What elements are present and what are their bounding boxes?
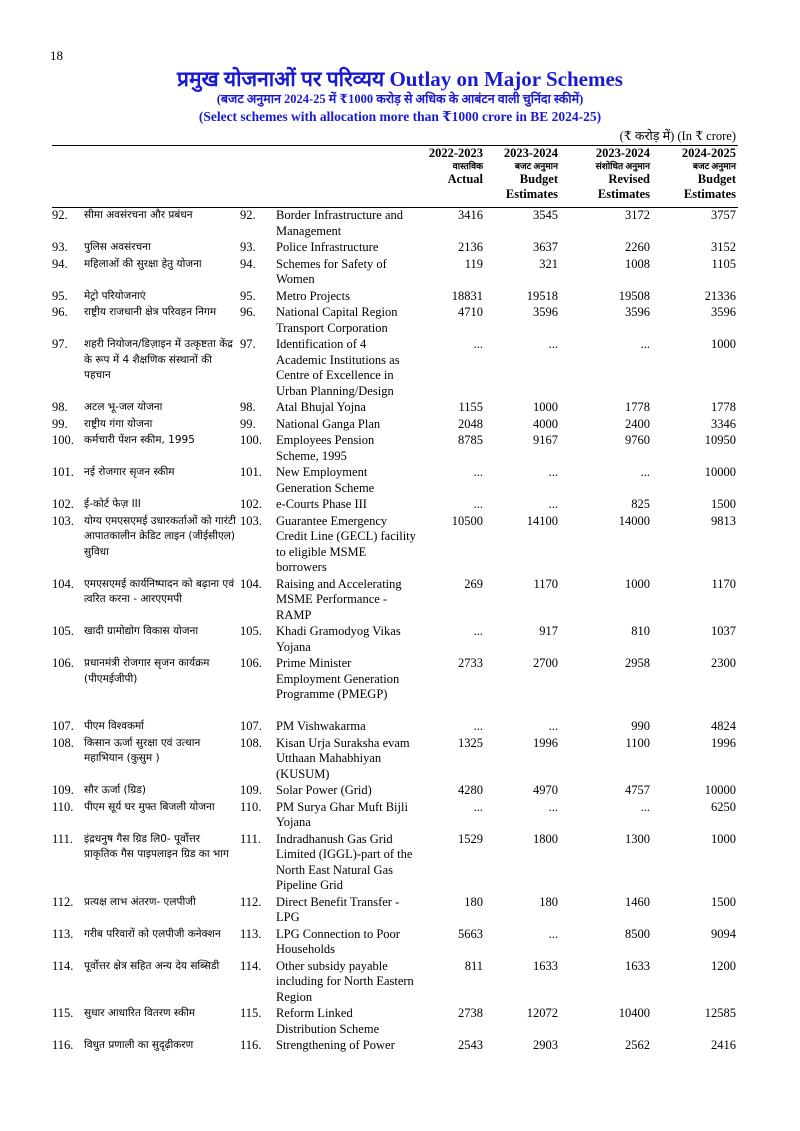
table-row <box>0 305 800 337</box>
value-be-2024-25: 3596 <box>711 305 736 319</box>
column-year: 2023-2024 <box>595 146 650 160</box>
row-number-hindi: 115. <box>52 1006 74 1020</box>
value-be-2023-24: 19518 <box>526 288 558 303</box>
value-be-2024-25: 1170 <box>711 576 736 591</box>
table-row <box>0 433 800 465</box>
value-re-2023-24: ... <box>640 337 650 351</box>
column-header-re-2023 <box>580 146 650 202</box>
scheme-name-hindi: प्रत्यक्ष लाभ अंतरण- एलपीजी <box>84 895 196 908</box>
table-row <box>0 736 800 784</box>
value-be-2024-25: 1500 <box>711 894 736 909</box>
row-number-english: 109. <box>240 783 262 797</box>
value-be-2023-24: 3637 <box>533 240 558 254</box>
scheme-name-hindi: नई रोजगार सृजन स्कीम <box>84 466 175 478</box>
row-number-hindi: 100. <box>52 433 74 447</box>
table-row <box>0 1038 800 1055</box>
subtitle-hindi: (बजट अनुमान 2024-25 में ₹1000 करोड़ से अधिक के आबंटन वाली चुनिंदा स्कीमें) <box>216 92 584 106</box>
scheme-name-english: National Ganga Plan <box>276 416 381 431</box>
value-be-2024-25: 10000 <box>704 465 736 479</box>
value-actual-2022-23: 2738 <box>458 1006 483 1020</box>
table-row <box>0 832 800 895</box>
value-be-2024-25: 2300 <box>711 656 736 670</box>
scheme-name-english: PM Vishwakarma <box>276 719 366 733</box>
value-actual-2022-23: 3416 <box>458 208 483 222</box>
table-row <box>0 719 800 736</box>
row-number-hindi: 110. <box>52 799 74 814</box>
row-number-english: 111. <box>240 831 261 846</box>
scheme-name-hindi: मेट्रो परियोजनाएं <box>84 289 146 302</box>
value-re-2023-24: 1008 <box>625 256 650 271</box>
row-number-english: 96. <box>240 305 256 319</box>
row-number-hindi: 97. <box>52 337 68 351</box>
table-row <box>0 783 800 800</box>
table-row <box>0 895 800 927</box>
value-actual-2022-23: ... <box>473 799 483 814</box>
row-number-english: 106. <box>240 656 262 670</box>
scheme-name-english: Atal Bhujal Yojna <box>276 400 366 414</box>
scheme-name-hindi: पीएम विश्वकर्मा <box>84 720 145 732</box>
value-actual-2022-23: 4280 <box>458 783 483 797</box>
row-number-hindi: 111. <box>52 831 73 846</box>
scheme-name-english: Employees Pension Scheme, 1995 <box>276 433 375 463</box>
scheme-name-hindi: विधुत प्रणाली का सुदृढ़ीकरण <box>84 1039 194 1051</box>
row-number-hindi: 103. <box>52 513 74 528</box>
column-hindi-label: वास्तविक <box>452 161 483 171</box>
scheme-name-english: LPG Connection to Poor Households <box>276 926 400 956</box>
subtitle-english: (Select schemes with allocation more than ₹1000 crore in BE 2024-25) <box>198 109 602 124</box>
value-be-2024-25: 3152 <box>711 240 736 254</box>
value-actual-2022-23: 811 <box>464 958 483 973</box>
scheme-name-hindi: एमएसएमई कार्यनिष्पादन को बढ़ाना एवं त्वरित करना - आरएएमपी <box>84 577 235 605</box>
scheme-name-english: Reform Linked Distribution Scheme <box>276 1006 380 1036</box>
value-be-2023-24: ... <box>548 337 558 351</box>
value-re-2023-24: 1460 <box>625 894 650 909</box>
table-row <box>0 417 800 434</box>
column-year: 2022-2023 <box>428 146 483 160</box>
row-number-hindi: 96. <box>52 305 68 319</box>
row-number-hindi: 114. <box>52 958 74 973</box>
value-re-2023-24: 2958 <box>625 656 650 670</box>
value-actual-2022-23: 2048 <box>458 416 483 431</box>
row-number-english: 112. <box>240 894 262 909</box>
scheme-name-hindi: सीमा अवसंरचना और प्रबंधन <box>84 209 193 221</box>
row-number-hindi: 105. <box>52 624 74 638</box>
scheme-name-hindi: ई-कोर्ट फेज़ III <box>84 498 141 510</box>
value-actual-2022-23: 1325 <box>458 735 483 750</box>
row-number-english: 101. <box>240 465 262 479</box>
row-number-english: 115. <box>240 1006 262 1020</box>
column-header-be-2024 <box>666 146 736 202</box>
value-be-2023-24: ... <box>548 719 558 733</box>
value-be-2024-25: 2416 <box>711 1038 736 1052</box>
row-number-hindi: 109. <box>52 783 74 797</box>
scheme-name-hindi: प्रधानमंत्री रोजगार सृजन कार्यक्रम (पीएमईजीपी) <box>84 657 210 685</box>
table-row <box>0 514 800 577</box>
table-row <box>0 959 800 1007</box>
row-number-english: 99. <box>240 416 256 431</box>
value-be-2024-25: 4824 <box>711 719 736 733</box>
scheme-name-hindi: सौर ऊर्जा (ग्रिड) <box>84 784 146 796</box>
value-be-2024-25: 1200 <box>711 958 736 973</box>
value-be-2024-25: 6250 <box>711 799 736 814</box>
scheme-name-english: Schemes for Safety of Women <box>276 256 387 286</box>
scheme-name-english: Strengthening of Power <box>276 1038 395 1052</box>
value-re-2023-24: ... <box>640 799 650 814</box>
value-actual-2022-23: ... <box>473 337 483 351</box>
row-number-english: 95. <box>240 288 256 303</box>
value-be-2023-24: 321 <box>539 256 558 271</box>
scheme-name-hindi: पूर्वोत्तर क्षेत्र सहित अन्य देय सब्सिडी <box>84 959 220 972</box>
value-re-2023-24: 14000 <box>618 513 650 528</box>
column-label: Budget Estimates <box>683 172 736 201</box>
value-actual-2022-23: 5663 <box>458 926 483 941</box>
value-be-2023-24: 917 <box>539 624 558 638</box>
value-actual-2022-23: ... <box>473 719 483 733</box>
scheme-name-hindi: शहरी नियोजन/डिज़ाइन में उत्कृष्टता केंद्र के रूप में 4 शैक्षणिक संस्थानों की पहचान <box>84 338 233 381</box>
row-number-english: 97. <box>240 337 256 351</box>
scheme-name-hindi: कर्मचारी पेंशन स्कीम, 1995 <box>84 434 195 446</box>
value-re-2023-24: 10400 <box>618 1006 650 1020</box>
value-actual-2022-23: 2733 <box>458 656 483 670</box>
value-re-2023-24: 1000 <box>625 576 650 591</box>
value-be-2024-25: 3757 <box>711 208 736 222</box>
value-re-2023-24: 9760 <box>625 433 650 447</box>
row-number-hindi: 95. <box>52 288 68 303</box>
row-number-hindi: 112. <box>52 894 74 909</box>
value-be-2023-24: ... <box>548 497 558 511</box>
table-row <box>0 465 800 497</box>
value-be-2023-24: 180 <box>539 894 558 909</box>
value-be-2024-25: 1105 <box>711 256 736 271</box>
scheme-name-english: Identification of 4 Academic Institutions as Centre of Excellence in Urban Planning/Design <box>276 337 400 398</box>
row-number-hindi: 93. <box>52 240 68 254</box>
value-re-2023-24: 2260 <box>625 240 650 254</box>
column-label: Actual <box>447 172 483 186</box>
value-actual-2022-23: ... <box>473 465 483 479</box>
scheme-name-english: Police Infrastructure <box>276 240 379 254</box>
value-re-2023-24: 8500 <box>625 926 650 941</box>
row-number-english: 100. <box>240 433 262 447</box>
value-re-2023-24: 810 <box>631 624 650 638</box>
row-number-hindi: 101. <box>52 465 74 479</box>
value-re-2023-24: 1778 <box>625 400 650 414</box>
row-number-hindi: 99. <box>52 416 68 431</box>
value-be-2023-24: 2700 <box>533 656 558 670</box>
row-number-english: 108. <box>240 735 262 750</box>
value-be-2024-25: 9094 <box>711 926 736 941</box>
value-actual-2022-23: 269 <box>464 576 483 591</box>
value-re-2023-24: 1633 <box>625 958 650 973</box>
table-row <box>0 289 800 306</box>
scheme-name-english: Khadi Gramodyog Vikas Yojana <box>276 624 401 654</box>
row-number-hindi: 108. <box>52 735 74 750</box>
scheme-name-hindi: योग्य एमएसएमई उधारकर्ताओं को गारंटी आपातकालीन क्रेडिट लाइन (जीईसीएल) सुविधा <box>84 514 236 558</box>
value-be-2023-24: ... <box>548 465 558 479</box>
value-re-2023-24: 4757 <box>625 783 650 797</box>
value-be-2024-25: 1000 <box>711 831 736 846</box>
value-be-2023-24: ... <box>548 799 558 814</box>
value-be-2024-25: 9813 <box>711 513 736 528</box>
row-number-english: 104. <box>240 576 262 591</box>
row-number-hindi: 106. <box>52 656 74 670</box>
page-title <box>0 68 800 91</box>
column-header-be-2023 <box>488 146 558 202</box>
scheme-name-hindi: सुधार आधारित वितरण स्कीम <box>84 1007 196 1019</box>
scheme-name-hindi: इंद्रधनुष गैस ग्रिड लि0- पूर्वोत्तर प्राकृतिक गैस पाइपलाइन ग्रिड का भाग <box>84 832 229 860</box>
scheme-name-english: Direct Benefit Transfer - LPG <box>276 894 400 924</box>
page-number: 18 <box>50 48 63 63</box>
row-number-english: 92. <box>240 208 256 222</box>
value-be-2023-24: 12072 <box>526 1006 558 1020</box>
value-be-2023-24: 1800 <box>533 831 558 846</box>
value-actual-2022-23: 2543 <box>458 1038 483 1052</box>
scheme-name-hindi: पीएम सूर्य घर मुफ्त बिजली योजना <box>84 800 215 813</box>
value-re-2023-24: 990 <box>631 719 650 733</box>
value-actual-2022-23: 1155 <box>458 400 483 414</box>
value-re-2023-24: 3172 <box>625 208 650 222</box>
scheme-name-english: Solar Power (Grid) <box>276 783 372 797</box>
scheme-name-hindi: किसान ऊर्जा सुरक्षा एवं उत्थान महाभियान (कुसुम ) <box>84 736 201 764</box>
row-number-english: 114. <box>240 958 262 973</box>
row-number-hindi: 107. <box>52 719 74 733</box>
value-be-2023-24: 3545 <box>533 208 558 222</box>
value-actual-2022-23: 18831 <box>451 288 483 303</box>
value-be-2023-24: 1000 <box>533 400 558 414</box>
value-actual-2022-23: ... <box>473 624 483 638</box>
table-row <box>0 400 800 417</box>
scheme-name-hindi: पुलिस अवसंरचना <box>84 241 151 253</box>
table-row <box>0 800 800 832</box>
value-re-2023-24: 3596 <box>625 305 650 319</box>
value-actual-2022-23: 4710 <box>458 305 483 319</box>
scheme-name-english: Guarantee Emergency Credit Line (GECL) facility to eligible MSME borrowers <box>276 513 416 574</box>
row-number-hindi: 116. <box>52 1038 74 1052</box>
scheme-name-hindi: महिलाओं की सुरक्षा हेतु योजना <box>84 257 202 270</box>
scheme-name-english: PM Surya Ghar Muft Bijli Yojana <box>276 799 408 829</box>
value-be-2023-24: 4970 <box>533 783 558 797</box>
value-be-2023-24: 9167 <box>533 433 558 447</box>
value-be-2023-24: 1633 <box>533 958 558 973</box>
table-row <box>0 624 800 656</box>
column-hindi-label: बजट अनुमान <box>514 161 558 171</box>
table-row <box>0 1006 800 1038</box>
value-actual-2022-23: 180 <box>464 894 483 909</box>
row-number-english: 98. <box>240 400 256 414</box>
value-re-2023-24: 1300 <box>625 831 650 846</box>
value-be-2024-25: 10000 <box>704 783 736 797</box>
column-year: 2024-2025 <box>681 146 736 160</box>
value-re-2023-24: 19508 <box>618 288 650 303</box>
row-number-hindi: 104. <box>52 576 74 591</box>
row-number-english: 94. <box>240 256 256 271</box>
unit-note: (₹ करोड़ में) (In ₹ crore) <box>619 129 736 143</box>
table-row <box>0 337 800 400</box>
value-be-2023-24: 2903 <box>533 1038 558 1052</box>
scheme-name-english: e-Courts Phase III <box>276 497 367 511</box>
column-header-actual <box>423 146 483 187</box>
row-number-english: 93. <box>240 240 256 254</box>
value-be-2023-24: 4000 <box>533 416 558 431</box>
value-actual-2022-23: 2136 <box>458 240 483 254</box>
row-number-english: 110. <box>240 799 262 814</box>
table-row <box>0 927 800 959</box>
title-english: Outlay on Major Schemes <box>389 67 623 91</box>
table-row <box>0 240 800 257</box>
table-row <box>0 208 800 240</box>
value-be-2024-25: 1500 <box>711 497 736 511</box>
row-number-english: 107. <box>240 719 262 733</box>
scheme-name-english: Indradhanush Gas Grid Limited (IGGL)-part of the North East Natural Gas Pipeline Grid <box>276 831 413 892</box>
table-row <box>0 497 800 514</box>
value-re-2023-24: ... <box>640 465 650 479</box>
scheme-name-english: Kisan Urja Suraksha evam Utthaan Mahabhiyan (KUSUM) <box>276 735 410 781</box>
row-number-hindi: 92. <box>52 208 68 222</box>
value-actual-2022-23: 10500 <box>451 513 483 528</box>
value-be-2023-24: 1170 <box>533 576 558 591</box>
value-be-2024-25: 3346 <box>711 416 736 431</box>
scheme-name-english: National Capital Region Transport Corporation <box>276 305 398 335</box>
schemes-table <box>0 208 800 1055</box>
scheme-name-hindi: गरीब परिवारों को एलपीजी कनेक्शन <box>84 927 221 940</box>
table-row <box>0 257 800 289</box>
row-number-hindi: 98. <box>52 400 68 414</box>
value-actual-2022-23: 8785 <box>458 433 483 447</box>
value-re-2023-24: 825 <box>631 497 650 511</box>
value-be-2023-24: 1996 <box>533 735 558 750</box>
value-actual-2022-23: 1529 <box>458 831 483 846</box>
title-hindi: प्रमुख योजनाओं पर परिव्यय <box>177 67 385 91</box>
column-label: Revised Estimates <box>597 172 650 201</box>
column-hindi-label: बजट अनुमान <box>692 161 736 171</box>
value-be-2024-25: 10950 <box>704 433 736 447</box>
value-actual-2022-23: 119 <box>464 256 483 271</box>
row-number-english: 102. <box>240 497 262 511</box>
value-be-2024-25: 1037 <box>711 624 736 638</box>
scheme-name-english: Border Infrastructure and Management <box>276 208 404 238</box>
column-year: 2023-2024 <box>503 146 558 160</box>
value-be-2024-25: 1996 <box>711 735 736 750</box>
value-be-2023-24: 3596 <box>533 305 558 319</box>
scheme-name-hindi: राष्ट्रीय राजधानी क्षेत्र परिवहन निगम <box>84 306 217 318</box>
value-re-2023-24: 1100 <box>625 735 650 750</box>
value-be-2024-25: 12585 <box>704 1006 736 1020</box>
column-hindi-label: संशोधित अनुमान <box>595 161 650 171</box>
row-number-hindi: 113. <box>52 926 74 941</box>
value-be-2024-25: 1000 <box>711 337 736 351</box>
scheme-name-english: Other subsidy payable including for North Eastern Region <box>276 958 414 1004</box>
row-number-english: 105. <box>240 624 262 638</box>
value-re-2023-24: 2562 <box>625 1038 650 1052</box>
row-number-english: 103. <box>240 513 262 528</box>
row-number-english: 113. <box>240 926 262 941</box>
table-row <box>0 577 800 625</box>
row-number-english: 116. <box>240 1038 262 1052</box>
scheme-name-hindi: खादी ग्रामोद्योग विकास योजना <box>84 625 199 637</box>
value-actual-2022-23: ... <box>473 497 483 511</box>
table-row <box>0 656 800 719</box>
scheme-name-english: Metro Projects <box>276 288 350 303</box>
scheme-name-hindi: राष्ट्रीय गंगा योजना <box>84 417 153 430</box>
title-block <box>0 68 800 125</box>
value-re-2023-24: 2400 <box>625 416 650 431</box>
column-label: Budget Estimates <box>505 172 558 201</box>
scheme-name-english: New Employment Generation Scheme <box>276 465 375 495</box>
row-number-hindi: 94. <box>52 256 68 271</box>
scheme-name-english: Raising and Accelerating MSME Performance - RAMP <box>276 576 402 622</box>
value-be-2023-24: ... <box>548 926 558 941</box>
value-be-2024-25: 21336 <box>704 288 736 303</box>
value-be-2024-25: 1778 <box>711 400 736 414</box>
scheme-name-hindi: अटल भू-जल योजना <box>84 401 163 413</box>
row-number-hindi: 102. <box>52 497 74 511</box>
value-be-2023-24: 14100 <box>526 513 558 528</box>
scheme-name-english: Prime Minister Employment Generation Programme (PMEGP) <box>276 656 400 701</box>
